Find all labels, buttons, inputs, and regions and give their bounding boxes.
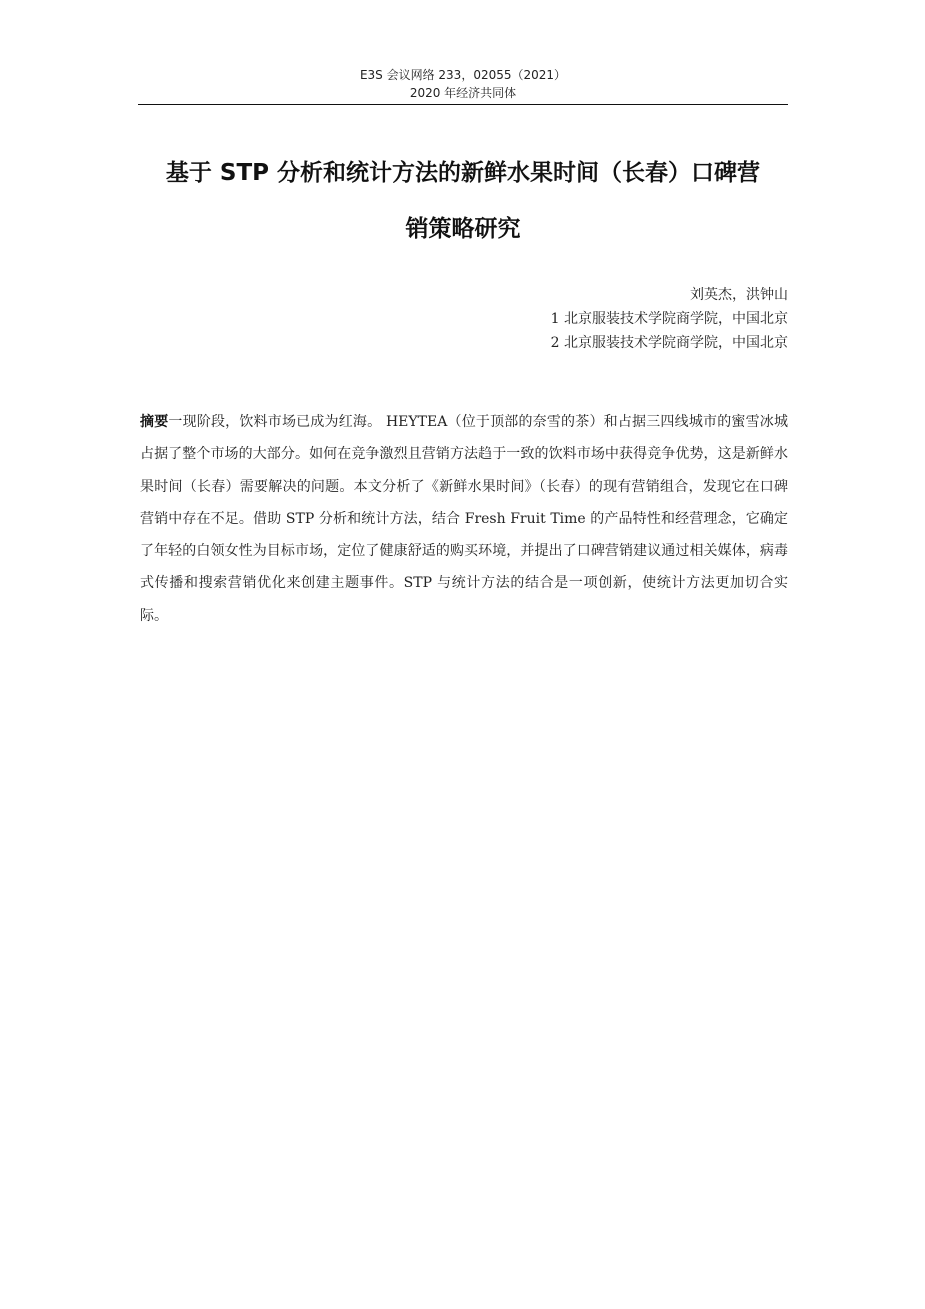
author-block — [138, 283, 788, 355]
abstract — [140, 406, 788, 632]
publisher-line: 2020 年经济共同体 — [409, 86, 517, 100]
title-line-2: 销策略研究 — [405, 216, 521, 242]
author-names: 刘英杰，洪钟山 — [690, 287, 788, 303]
journal-citation: E3S 会议网络 233，02055（2021） — [359, 68, 567, 82]
header-divider — [138, 104, 788, 105]
abstract-text: 一现阶段，饮料市场已成为红海。 HEYTEA（位于顶部的奈雪的茶）和占据三四线城市的蜜雪冰城占据了整个市场的大部分。如何在竞争激烈且营销方法趋于一致的饮料市场中获得竞争优势，这是新鲜水果时间（长春）需要解决的问题。本文分析了《新鲜水果时间》（长春）的现有营销组合，发现它在口碑营销中存在不足。借助 STP 分析和统计方法，结合 Fresh Fruit Time 的产品特性和经营理念，它确定了年轻的白领女性为目标市场，定位了健康舒适的购买环境，并提出了口碑营销建议通过相关媒体，病毒式传播和搜索营销优化来创建主题事件。STP 与统计方法的结合是一项创新，使统计方法更加切合实际。 — [140, 414, 788, 624]
paper-title — [138, 145, 788, 257]
abstract-label: 摘要 — [140, 414, 169, 430]
affiliation-1: 1 北京服装技术学院商学院，中国北京 — [550, 311, 788, 327]
affiliation-2: 2 北京服装技术学院商学院，中国北京 — [550, 335, 788, 351]
running-header — [138, 66, 788, 102]
title-line-1: 基于 STP 分析和统计方法的新鲜水果时间（长春）口碑营 — [165, 160, 761, 186]
